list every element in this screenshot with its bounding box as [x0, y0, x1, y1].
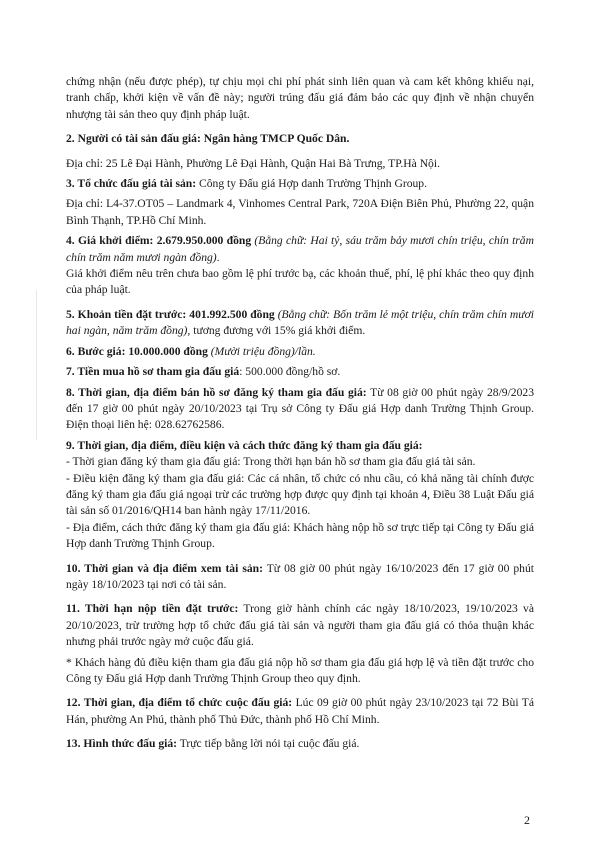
section-9-location	[66, 520, 534, 553]
section-10-heading	[66, 561, 534, 594]
text-run: : 500.000 đồng/hồ sơ.	[239, 365, 341, 379]
text-run: (Bằng chữ: Hai tỷ, sáu trăm bảy mươi chín triệu, chín trăm chín trăm năm mươi ngàn đồng)	[66, 234, 534, 264]
text-run: Từ 08 giờ 00 phút ngày 28/9/2023 đến 17 giờ 00 phút ngày 20/10/2023 tại Trụ sở Công ty Đấu giá Hợp danh Trường Thịnh Group. Điện thoại liên hệ: 028.62762586.	[66, 385, 534, 432]
text-run: 4. Giá khởi điểm: 2.679.950.000 đồng	[66, 234, 255, 248]
text-run: 9. Thời gian, địa điểm, điều kiện và cách thức đăng ký tham gia đấu giá:	[66, 438, 423, 452]
section-12-heading	[66, 695, 534, 728]
text-run: Lúc 09 giờ 00 phút ngày 23/10/2023 tại 72 Bùi Tá Hán, phường An Phú, thành phố Thủ Đức, thành phố Hồ Chí Minh.	[66, 696, 534, 726]
text-run: - Địa điểm, cách thức đăng ký tham gia đấu giá: Khách hàng nộp hồ sơ trực tiếp tại Công ty Đấu giá Hợp danh Trường Thịnh Group.	[66, 520, 534, 551]
text-run: 13. Hình thức đấu giá:	[66, 737, 178, 751]
section-4-heading	[66, 233, 534, 266]
text-run: (Mười triệu đồng)/lần.	[210, 344, 316, 358]
paragraph-intro	[66, 74, 534, 123]
text-run: (Bằng chữ: Bốn trăm lẻ một triệu, chín trăm chín mươi hai ngàn, năm trăm đồng),	[66, 307, 534, 338]
text-run: 7. Tiền mua hồ sơ tham gia đấu giá	[66, 365, 240, 379]
text-run: 3. Tổ chức đấu giá tài sản:	[66, 177, 200, 191]
text-run: 6. Bước giá: 10.000.000 đồng	[66, 344, 211, 358]
text-run: 12. Thời gian, địa điểm tổ chức cuộc đấu giá:	[66, 696, 293, 710]
text-run: tương đương với 15% giá khởi điểm.	[193, 324, 366, 338]
text-run: Giá khởi điểm nêu trên chưa bao gồm lệ phí trước bạ, các khoản thuế, phí, lệ phí khác theo quy định của pháp luật.	[66, 267, 534, 297]
text-run: Địa chỉ: 25 Lê Đại Hành, Phường Lê Đại Hành, Quận Hai Bà Trưng, TP.Hà Nội.	[66, 156, 440, 170]
text-run: .	[216, 250, 220, 264]
text-run: Trực tiếp bằng lời nói tại cuộc đấu giá.	[177, 737, 360, 751]
section-9-heading	[66, 438, 534, 454]
text-run: chứng nhận (nếu được phép), tự chịu mọi chi phí phát sinh liên quan và cam kết không khiếu nại, tranh chấp, khởi kiện về vấn đề này; người trúng đấu giá đảm bảo các quy định về nhận chuyển nhượng tài sản theo quy định pháp luật.	[66, 75, 534, 121]
section-3-heading	[66, 176, 534, 192]
section-11-heading	[66, 601, 534, 650]
section-5-heading	[66, 307, 534, 340]
text-run: * Khách hàng đủ điều kiện tham gia đấu giá nộp hồ sơ tham gia đấu giá hợp lệ và tiền đặt trước cho Công ty Đấu giá Hợp danh Trường Thịnh Group theo quy định.	[66, 655, 534, 685]
text-run: 11. Thời hạn nộp tiền đặt trước:	[66, 602, 239, 616]
margin-stamp-mark	[10, 290, 37, 440]
text-run: - Điều kiện đăng ký tham gia đấu giá: Các cá nhân, tổ chức có nhu cầu, có khả năng tài chính được đăng ký tham gia đấu giá ngoại trừ các trường hợp được quy định tại khoản 4, Điều 38 Luật Đấu giá tài sản số 01/2016/QH14 ban hành ngày 17/11/2016.	[66, 471, 534, 518]
section-4-note	[66, 266, 534, 299]
text-run: Địa chỉ: L4-37.OT05 – Landmark 4, Vinhomes Central Park, 720A Điện Biên Phủ, Phường 22, quận Bình Thạnh, TP.Hồ Chí Minh.	[66, 197, 534, 227]
text-run: 10. Thời gian và địa điểm xem tài sản:	[66, 561, 263, 575]
text-run: Trong giờ hành chính các ngày 18/10/2023, 19/10/2023 và 20/10/2023, trừ trường hợp tổ chức đấu giá tài sản và người tham gia đấu giá có thỏa thuận khác nhưng phải trước ngày mở cuộc đấu giá.	[66, 602, 534, 649]
section-8-heading	[66, 385, 534, 434]
section-7-heading	[66, 364, 534, 380]
section-13-heading	[66, 736, 534, 752]
section-6-heading	[66, 344, 534, 360]
document-body	[66, 74, 534, 753]
section-9-time	[66, 454, 534, 470]
section-2-address	[66, 156, 534, 172]
text-run: Công ty Đấu giá Hợp danh Trường Thịnh Group.	[199, 177, 428, 191]
text-run: 5. Khoản tiền đặt trước: 401.992.500 đồng	[66, 307, 278, 321]
section-11-note	[66, 655, 534, 688]
page-number: 2	[524, 813, 530, 827]
text-run: Từ 08 giờ 00 phút ngày 16/10/2023 đến 17 giờ 00 phút ngày 18/10/2023 tại nơi có tài sản.	[66, 561, 534, 591]
section-3-address	[66, 196, 534, 229]
text-run: 2. Người có tài sản đấu giá: Ngân hàng TMCP Quốc Dân.	[66, 132, 350, 146]
text-run: 8. Thời gian, địa điểm bán hồ sơ đăng ký tham gia đấu giá:	[66, 385, 367, 399]
section-9-conditions	[66, 471, 534, 520]
section-2-heading	[66, 131, 534, 147]
text-run: - Thời gian đăng ký tham gia đấu giá: Trong thời hạn bán hồ sơ tham gia đấu giá tài sản.	[66, 455, 476, 469]
